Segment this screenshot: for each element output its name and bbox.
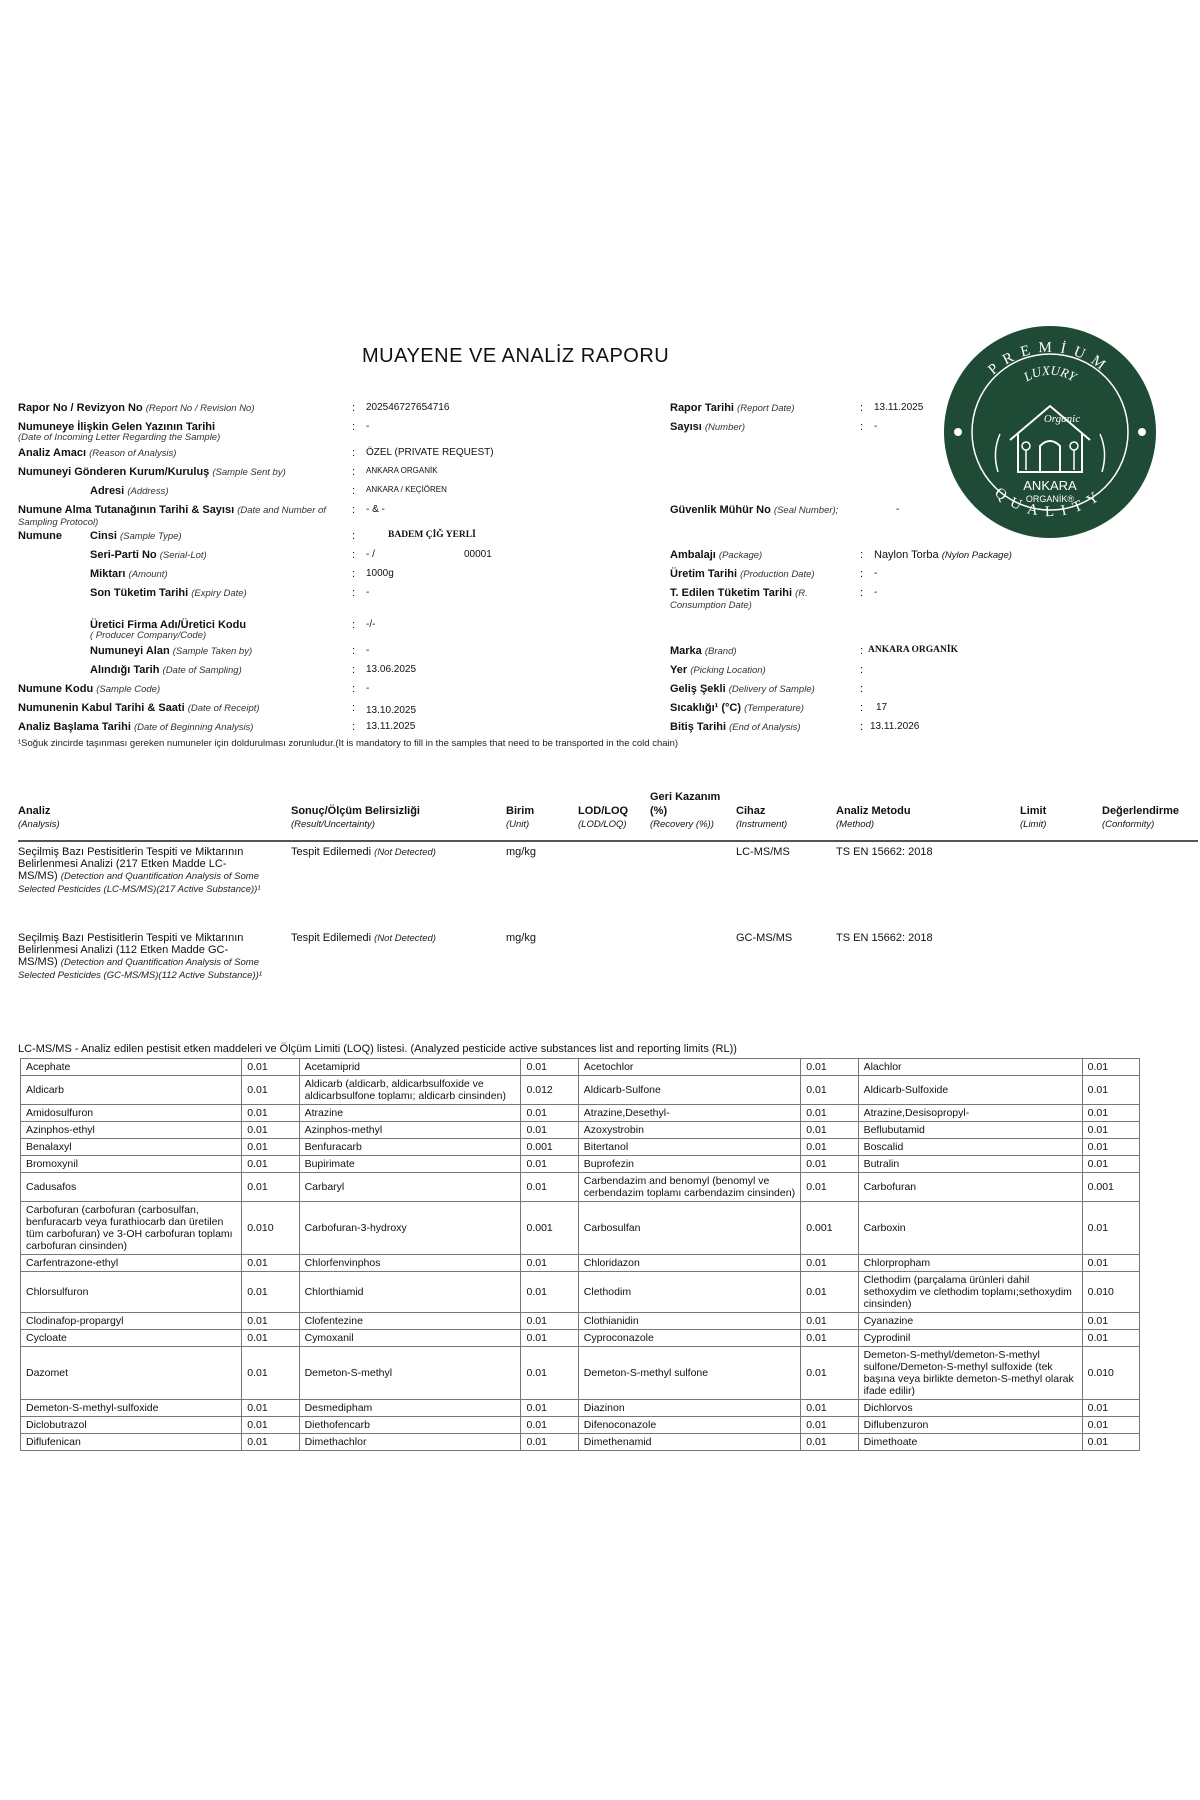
pesticide-loq: 0.01 (242, 1105, 299, 1122)
pesticide-name: Bitertanol (578, 1139, 800, 1156)
pesticide-loq: 0.01 (801, 1330, 858, 1347)
pesticide-loq: 0.01 (242, 1347, 299, 1400)
pesticide-loq: 0.01 (801, 1122, 858, 1139)
logo-luxury-text: LUXURY (1021, 362, 1079, 385)
pesticide-loq: 0.01 (801, 1400, 858, 1417)
lc-table-row (21, 1076, 1140, 1105)
pesticide-loq: 0.01 (1082, 1122, 1139, 1139)
pesticide-loq: 0.01 (521, 1347, 578, 1400)
logo-organic-text: Organic (1043, 413, 1081, 425)
pesticide-loq: 0.01 (242, 1400, 299, 1417)
pesticide-loq: 0.01 (521, 1156, 578, 1173)
pesticide-loq: 0.01 (1082, 1434, 1139, 1451)
pesticide-name: Chloridazon (578, 1255, 800, 1272)
pesticide-name: Dazomet (21, 1347, 242, 1400)
pesticide-loq: 0.01 (242, 1122, 299, 1139)
pesticide-loq: 0.01 (521, 1417, 578, 1434)
meta-row: Analiz Amacı (Reason of Analysis) : ÖZEL (PRIVATE REQUEST) (18, 447, 494, 459)
pesticide-loq: 0.012 (521, 1076, 578, 1105)
pesticide-name: Aldicarb (aldicarb, aldicarbsulfoxide ve aldicarbsulfone toplamı; aldicarb cinsinden) (299, 1076, 521, 1105)
lc-table-row (21, 1347, 1140, 1400)
lc-table-row (21, 1330, 1140, 1347)
pesticide-name: Azoxystrobin (578, 1122, 800, 1139)
pesticide-loq: 0.01 (521, 1400, 578, 1417)
pesticide-loq: 0.01 (1082, 1313, 1139, 1330)
lc-table-row (21, 1156, 1140, 1173)
pesticide-name: Dimethachlor (299, 1434, 521, 1451)
pesticide-name: Diclobutrazol (21, 1417, 242, 1434)
pesticide-name: Demeton-S-methyl/demeton-S-methyl sulfone/Demeton-S-methyl sulfoxide (tek başına veya birlikte demeton-S-methyl olarak ifade edilir) (858, 1347, 1082, 1400)
analysis-row: Seçilmiş Bazı Pestisitlerin Tespiti ve Miktarının Belirlenmesi Analizi (217 Etken Madde LC-MS/MS) (Detection and Quantification Analysis of Some Selected Pesticides (LC-MS/MS)(217 Active Substance))¹ Tespit Edilemedi (Not Detected) mg/kg LC-MS/MS TS EN 15662: 2018 (18, 846, 933, 895)
analysis-table (18, 790, 1198, 1014)
pesticide-name: Carboxin (858, 1202, 1082, 1255)
meta-row: Analiz Başlama Tarihi (Date of Beginning Analysis) : 13.11.2025 Bitiş Tarihi (End of Analysis) : 13.11.2026 (18, 721, 920, 733)
pesticide-name: Carbofuran-3-hydroxy (299, 1202, 521, 1255)
pesticide-name: Chlorsulfuron (21, 1272, 242, 1313)
pesticide-loq: 0.01 (801, 1156, 858, 1173)
report-no-value: 202546727654716 (366, 402, 450, 413)
pesticide-name: Amidosulfuron (21, 1105, 242, 1122)
pesticide-name: Dimethenamid (578, 1434, 800, 1451)
lc-table-row (21, 1400, 1140, 1417)
brand-value: ANKARA ORGANİK (868, 645, 958, 655)
pesticide-loq: 0.01 (801, 1173, 858, 1202)
meta-row: Adresi (Address) : ANKARA / KEÇİÖREN (90, 485, 447, 497)
pesticide-loq: 0.001 (521, 1202, 578, 1255)
pesticide-name: Atrazine,Desisopropyl- (858, 1105, 1082, 1122)
pesticide-loq: 0.01 (521, 1255, 578, 1272)
pesticide-loq: 0.01 (1082, 1400, 1139, 1417)
meta-row: Numuneyi Gönderen Kurum/Kuruluş (Sample Sent by) : ANKARA ORGANİK (18, 466, 438, 478)
report-title: MUAYENE VE ANALİZ RAPORU (362, 345, 670, 367)
meta-row: Üretici Firma Adı/Üretici Kodu ( Producer Company/Code) : -/- (90, 619, 376, 641)
pesticide-name: Atrazine,Desethyl- (578, 1105, 800, 1122)
pesticide-name: Cadusafos (21, 1173, 242, 1202)
pesticide-name: Clethodim (578, 1272, 800, 1313)
pesticide-name: Carbendazim and benomyl (benomyl ve cerbendazim toplamı carbendazim cinsinden) (578, 1173, 800, 1202)
meta-row: Numuneyi Alan (Sample Taken by) : - Marka (Brand) : ANKARA ORGANİK (90, 645, 958, 657)
pesticide-loq: 0.01 (801, 1417, 858, 1434)
pesticide-loq: 0.01 (1082, 1156, 1139, 1173)
pesticide-name: Aldicarb-Sulfone (578, 1076, 800, 1105)
lc-table-row (21, 1272, 1140, 1313)
pesticide-name: Beflubutamid (858, 1122, 1082, 1139)
pesticide-name: Chlorpropham (858, 1255, 1082, 1272)
pesticide-name: Carbosulfan (578, 1202, 800, 1255)
meta-row: Numuneye İlişkin Gelen Yazının Tarihi (Date of Incoming Letter Regarding the Sample) : - Sayısı (Number) : - (18, 421, 878, 443)
meta-row: Numune Kodu (Sample Code) : - Geliş Şekli (Delivery of Sample) : (18, 683, 864, 695)
lc-table-row (21, 1255, 1140, 1272)
cold-chain-footnote: ¹Soğuk zincirde taşınması gereken numuneler için doldurulması zorunludur.(It is mandatory to fill in the samples that need to be transported in the cold chain) (18, 738, 679, 749)
pesticide-loq: 0.01 (521, 1122, 578, 1139)
lc-list-title: LC-MS/MS - Analiz edilen pestisit etken maddeleri ve Ölçüm Limiti (LOQ) listesi. (Analyzed pesticide active substances list and reporting limits (RL)) (18, 1043, 737, 1055)
pesticide-name: Cymoxanil (299, 1330, 521, 1347)
lc-table-row (21, 1059, 1140, 1076)
logo-premium-text: PREMİUM (985, 339, 1115, 379)
report-meta (18, 402, 1188, 740)
pesticide-name: Bupirimate (299, 1156, 521, 1173)
meta-row: Numune Cinsi (Sample Type) : BADEM ÇİĞ YERLİ (18, 530, 476, 542)
lc-table-row (21, 1417, 1140, 1434)
pesticide-name: Cyprodinil (858, 1330, 1082, 1347)
pesticide-loq: 0.01 (801, 1139, 858, 1156)
pesticide-name: Cyproconazole (578, 1330, 800, 1347)
meta-row: Alındığı Tarih (Date of Sampling) : 13.06.2025 Yer (Picking Location) : (90, 664, 864, 676)
pesticide-name: Carbaryl (299, 1173, 521, 1202)
pesticide-name: Diflufenican (21, 1434, 242, 1451)
pesticide-loq: 0.001 (521, 1139, 578, 1156)
meta-row: Seri-Parti No (Serial-Lot) : - / 00001 Ambalajı (Package) : Naylon Torba (Nylon Package) (90, 549, 1012, 561)
logo-brand-bottom: ORGANİK® (1025, 494, 1075, 504)
pesticide-name: Bromoxynil (21, 1156, 242, 1173)
analysis-table-header: Analiz (Analysis) Sonuç/Ölçüm Belirsizliği (Result/Uncertainty) Birim (Unit) LOD/LOQ (LOD/LOQ) Geri Kazanım (%) (Recovery (%)) Cihaz (Instrument) Analiz Metodu (Method) Limit (Limit) Değerlendirme (Conformity) (18, 790, 1198, 842)
pesticide-loq: 0.01 (521, 1059, 578, 1076)
pesticide-loq: 0.01 (801, 1347, 858, 1400)
pesticide-loq: 0.01 (521, 1173, 578, 1202)
pesticide-loq: 0.01 (242, 1255, 299, 1272)
pesticide-loq: 0.01 (242, 1272, 299, 1313)
meta-row: Son Tüketim Tarihi (Expiry Date) : - T. Edilen Tüketim Tarihi (R. Consumption Date) : - (90, 587, 878, 611)
meta-label: Rapor No / Revizyon No (18, 402, 143, 414)
pesticide-name: Benalaxyl (21, 1139, 242, 1156)
pesticide-name: Difenoconazole (578, 1417, 800, 1434)
pesticide-name: Acephate (21, 1059, 242, 1076)
pesticide-name: Clodinafop-propargyl (21, 1313, 242, 1330)
pesticide-name: Demeton-S-methyl-sulfoxide (21, 1400, 242, 1417)
pesticide-name: Cycloate (21, 1330, 242, 1347)
pesticide-name: Cyanazine (858, 1313, 1082, 1330)
pesticide-loq: 0.01 (801, 1434, 858, 1451)
meta-row: Numunenin Kabul Tarihi & Saati (Date of Receipt) : 13.10.2025 Sıcaklığı¹ (°C) (Temperature) : 17 (18, 702, 888, 716)
pesticide-name: Chlorthiamid (299, 1272, 521, 1313)
lc-table-row (21, 1122, 1140, 1139)
pesticide-loq: 0.01 (521, 1105, 578, 1122)
pesticide-loq: 0.01 (242, 1173, 299, 1202)
sample-type-value: BADEM ÇİĞ YERLİ (388, 530, 476, 540)
pesticide-loq: 0.01 (1082, 1076, 1139, 1105)
pesticide-loq: 0.01 (242, 1076, 299, 1105)
lc-table-row (21, 1105, 1140, 1122)
pesticide-loq: 0.01 (1082, 1330, 1139, 1347)
pesticide-loq: 0.01 (242, 1434, 299, 1451)
pesticide-loq: 0.01 (521, 1434, 578, 1451)
pesticide-name: Demeton-S-methyl (299, 1347, 521, 1400)
pesticide-loq: 0.01 (242, 1417, 299, 1434)
analysis-row: Seçilmiş Bazı Pestisitlerin Tespiti ve Miktarının Belirlenmesi Analizi (112 Etken Madde GC-MS/MS) (Detection and Quantification Analysis of Some Selected Pesticides (GC-MS/MS)(112 Active Substance))¹ Tespit Edilemedi (Not Detected) mg/kg GC-MS/MS TS EN 15662: 2018 (18, 932, 933, 981)
pesticide-name: Diethofencarb (299, 1417, 521, 1434)
pesticide-loq: 0.01 (521, 1313, 578, 1330)
pesticide-loq: 0.01 (801, 1255, 858, 1272)
pesticide-name: Azinphos-methyl (299, 1122, 521, 1139)
pesticide-loq: 0.01 (521, 1330, 578, 1347)
pesticide-name: Acetochlor (578, 1059, 800, 1076)
pesticide-name: Buprofezin (578, 1156, 800, 1173)
pesticide-name: Clothianidin (578, 1313, 800, 1330)
pesticide-loq: 0.01 (242, 1330, 299, 1347)
pesticide-name: Dimethoate (858, 1434, 1082, 1451)
pesticide-loq: 0.01 (801, 1076, 858, 1105)
pesticide-loq: 0.001 (1082, 1173, 1139, 1202)
pesticide-loq: 0.01 (242, 1059, 299, 1076)
pesticide-loq: 0.01 (242, 1139, 299, 1156)
pesticide-loq: 0.01 (242, 1156, 299, 1173)
pesticide-name: Carbofuran (858, 1173, 1082, 1202)
lc-table-row (21, 1202, 1140, 1255)
lc-table-row (21, 1434, 1140, 1451)
pesticide-loq: 0.01 (801, 1272, 858, 1313)
pesticide-loq: 0.01 (801, 1059, 858, 1076)
pesticide-name: Chlorfenvinphos (299, 1255, 521, 1272)
lc-pesticide-table (20, 1058, 1140, 1451)
pesticide-name: Alachlor (858, 1059, 1082, 1076)
pesticide-name: Demeton-S-methyl sulfone (578, 1347, 800, 1400)
pesticide-loq: 0.01 (1082, 1255, 1139, 1272)
temperature-value: 17 (876, 702, 888, 713)
logo-quality-text: QUALITY (991, 484, 1109, 521)
pesticide-name: Clethodim (parçalama ürünleri dahil sethoxydim ve clethodim toplamı;sethoxydim cinsinden) (858, 1272, 1082, 1313)
pesticide-name: Diazinon (578, 1400, 800, 1417)
pesticide-name: Acetamiprid (299, 1059, 521, 1076)
pesticide-loq: 0.01 (801, 1105, 858, 1122)
pesticide-name: Carbofuran (carbofuran (carbosulfan, benfuracarb veya furathiocarb dan üretilen tüm carbofuran) ve 3-OH carbofuran toplamı carbofuran cinsinden) (21, 1202, 242, 1255)
lc-table-row (21, 1173, 1140, 1202)
pesticide-name: Carfentrazone-ethyl (21, 1255, 242, 1272)
pesticide-name: Aldicarb-Sulfoxide (858, 1076, 1082, 1105)
pesticide-name: Butralin (858, 1156, 1082, 1173)
pesticide-name: Boscalid (858, 1139, 1082, 1156)
meta-row: Numune Alma Tutanağının Tarihi & Sayısı (Date and Number of Sampling Protocol) : - & - Güvenlik Mühür No (Seal Number); - (18, 504, 900, 528)
pesticide-loq: 0.010 (242, 1202, 299, 1255)
report-date-value: 13.11.2025 (874, 402, 924, 413)
pesticide-name: Desmedipham (299, 1400, 521, 1417)
pesticide-loq: 0.01 (521, 1272, 578, 1313)
pesticide-name: Atrazine (299, 1105, 521, 1122)
meta-row: Miktarı (Amount) : 1000g Üretim Tarihi (Production Date) : - (90, 568, 878, 580)
pesticide-loq: 0.001 (801, 1202, 858, 1255)
pesticide-loq: 0.01 (1082, 1105, 1139, 1122)
pesticide-name: Dichlorvos (858, 1400, 1082, 1417)
pesticide-loq: 0.01 (801, 1313, 858, 1330)
pesticide-loq: 0.01 (1082, 1139, 1139, 1156)
pesticide-loq: 0.01 (1082, 1202, 1139, 1255)
pesticide-name: Clofentezine (299, 1313, 521, 1330)
meta-row: Rapor No / Revizyon No (Report No / Revision No) : 202546727654716 Rapor Tarihi (Report Date) : 13.11.2025 (18, 402, 924, 414)
lc-table-row (21, 1313, 1140, 1330)
pesticide-name: Aldicarb (21, 1076, 242, 1105)
pesticide-name: Diflubenzuron (858, 1417, 1082, 1434)
pesticide-loq: 0.01 (1082, 1059, 1139, 1076)
pesticide-loq: 0.01 (242, 1313, 299, 1330)
pesticide-loq: 0.01 (1082, 1417, 1139, 1434)
pesticide-loq: 0.010 (1082, 1272, 1139, 1313)
lc-table-row (21, 1139, 1140, 1156)
logo-brand-top: ANKARA (1023, 478, 1077, 493)
pesticide-name: Benfuracarb (299, 1139, 521, 1156)
pesticide-loq: 0.010 (1082, 1347, 1139, 1400)
pesticide-name: Azinphos-ethyl (21, 1122, 242, 1139)
